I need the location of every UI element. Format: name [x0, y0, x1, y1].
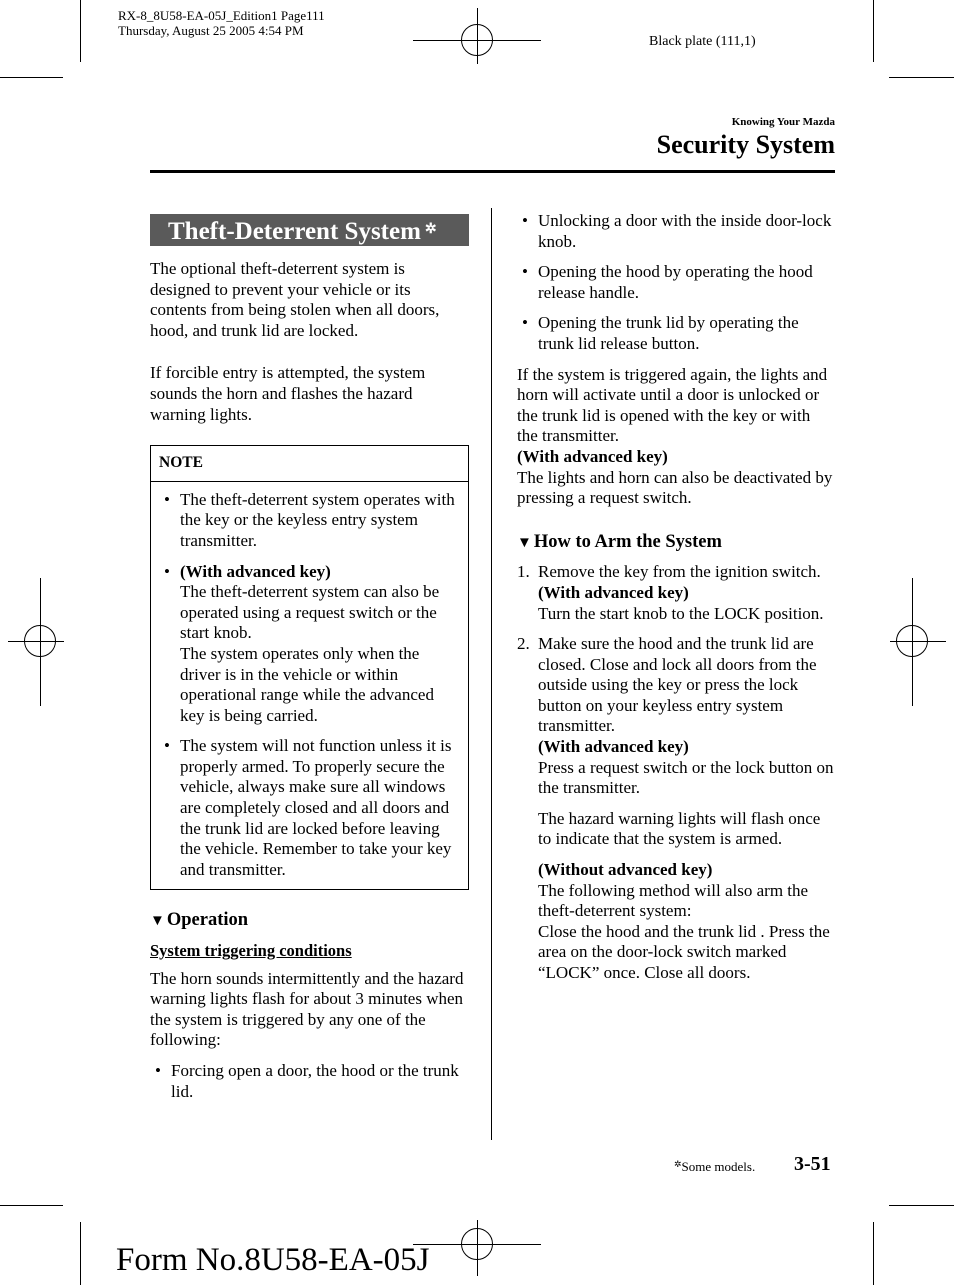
topic-heading	[150, 214, 469, 246]
plate-label: Black plate (111,1)	[649, 34, 756, 49]
topic-heading-text: Theft-Deterrent System	[168, 218, 421, 245]
print-job-line: RX-8_8U58-EA-05J_Edition1 Page111	[118, 8, 325, 23]
step-text: Turn the start knob to the LOCK position.	[538, 603, 824, 623]
intro-paragraph: If forcible entry is attempted, the system sounds the horn and flashes the hazard warning lights.	[150, 363, 426, 424]
note-item: • The system will not function unless it is properly armed. To properly secure the vehicle, always make sure all windows are completely closed and all doors and the trunk lid are locked before leaving the vehicle. Remember to take your key and transmitter.	[159, 736, 460, 880]
crop-mark	[80, 0, 81, 62]
step-text: Remove the key from the ignition switch.	[538, 562, 821, 582]
crop-mark	[80, 1222, 81, 1285]
right-column	[517, 211, 835, 984]
step-qualifier: (With advanced key)	[538, 582, 689, 602]
note-item: • The theft-deterrent system operates with the key or the keyless entry system transmitter.	[159, 490, 460, 552]
registration-mark	[461, 24, 493, 56]
crop-mark	[0, 1205, 63, 1206]
step-item	[517, 562, 835, 624]
crop-mark	[889, 1205, 954, 1206]
step-number: 1.	[517, 562, 530, 582]
crop-mark	[873, 1222, 874, 1285]
step-item	[517, 634, 835, 799]
note-title: NOTE	[151, 446, 468, 482]
section-title: Security System	[656, 130, 835, 159]
page-number: 3-51	[794, 1153, 831, 1175]
triangle-icon: ▼	[150, 913, 165, 930]
footnote-text: Some models.	[681, 1159, 756, 1174]
without-key-qualifier: (Without advanced key)	[538, 860, 713, 880]
arm-heading-text: How to Arm the System	[533, 531, 722, 552]
left-column	[150, 214, 469, 1102]
step-text: Make sure the hood and the trunk lid are closed. Close and lock all doors from the outside using the key or press the lock button on your keyless entry system transmitter.	[538, 634, 817, 736]
retrigger-paragraph: If the system is triggered again, the lights and horn will activate until a door is unlocked or the trunk lid is opened with the key or with the transmitter.	[517, 364, 828, 446]
hazard-paragraph: The hazard warning lights will flash once to indicate that the system is armed.	[538, 808, 821, 849]
note-box	[150, 445, 469, 890]
note-item-text: The theft-deterrent system can also be operated using a request switch or the start knob.	[180, 582, 440, 643]
registration-mark	[461, 1228, 493, 1260]
condition-item: • Opening the trunk lid by operating the trunk lid release button.	[517, 313, 835, 354]
footnote-mark: ✲	[674, 1159, 682, 1169]
arm-heading	[517, 532, 835, 554]
intro-paragraph: The optional theft-deterrent system is designed to prevent your vehicle or its contents from being stolen when all doors, hood, and trunk lid are locked.	[150, 259, 440, 340]
column-divider	[491, 208, 492, 1140]
operation-heading	[150, 910, 469, 932]
crop-mark	[873, 0, 874, 62]
conditions-heading: System triggering conditions	[150, 941, 352, 961]
condition-item: • Forcing open a door, the hood or the trunk lid.	[150, 1061, 469, 1102]
print-job-info	[118, 8, 325, 38]
step-qualifier: (With advanced key)	[538, 737, 689, 757]
without-key-text: Close the hood and the trunk lid . Press the area on the door-lock switch marked “LOCK” once. Close all doors.	[538, 921, 830, 982]
condition-item: • Unlocking a door with the inside door-lock knob.	[517, 211, 835, 252]
without-key-block	[517, 860, 835, 984]
triangle-icon: ▼	[517, 534, 532, 551]
note-item-qualifier: • (With advanced key)	[180, 561, 331, 581]
crop-mark	[889, 77, 954, 78]
note-item	[159, 562, 460, 727]
registration-mark	[896, 625, 928, 657]
header-rule	[150, 170, 835, 173]
crop-mark	[0, 77, 63, 78]
without-key-text: The following method will also arm the theft-deterrent system:	[538, 880, 809, 921]
advanced-key-qualifier: (With advanced key)	[517, 446, 668, 466]
section-kicker: Knowing Your Mazda	[731, 116, 835, 128]
operation-heading-text: Operation	[166, 910, 249, 931]
print-date-line: Thursday, August 25 2005 4:54 PM	[118, 23, 304, 38]
step-text: Press a request switch or the lock button on the transmitter.	[538, 757, 834, 798]
registration-mark	[24, 625, 56, 657]
some-models-mark: ✲	[424, 222, 437, 237]
conditions-paragraph: The horn sounds intermittently and the hazard warning lights flash for about 3 minutes when the system is triggered by any one of the following:	[150, 968, 464, 1050]
condition-item: • Opening the hood by operating the hood release handle.	[517, 262, 835, 303]
footnote	[674, 1159, 755, 1175]
form-number: Form No.8U58-EA-05J	[116, 1242, 430, 1278]
note-item-text: The system operates only when the driver is in the vehicle or within operational range while the advanced key is being carried.	[180, 643, 434, 725]
step-number: 2.	[517, 634, 530, 654]
advanced-key-paragraph: The lights and horn can also be deactivated by pressing a request switch.	[517, 467, 833, 508]
